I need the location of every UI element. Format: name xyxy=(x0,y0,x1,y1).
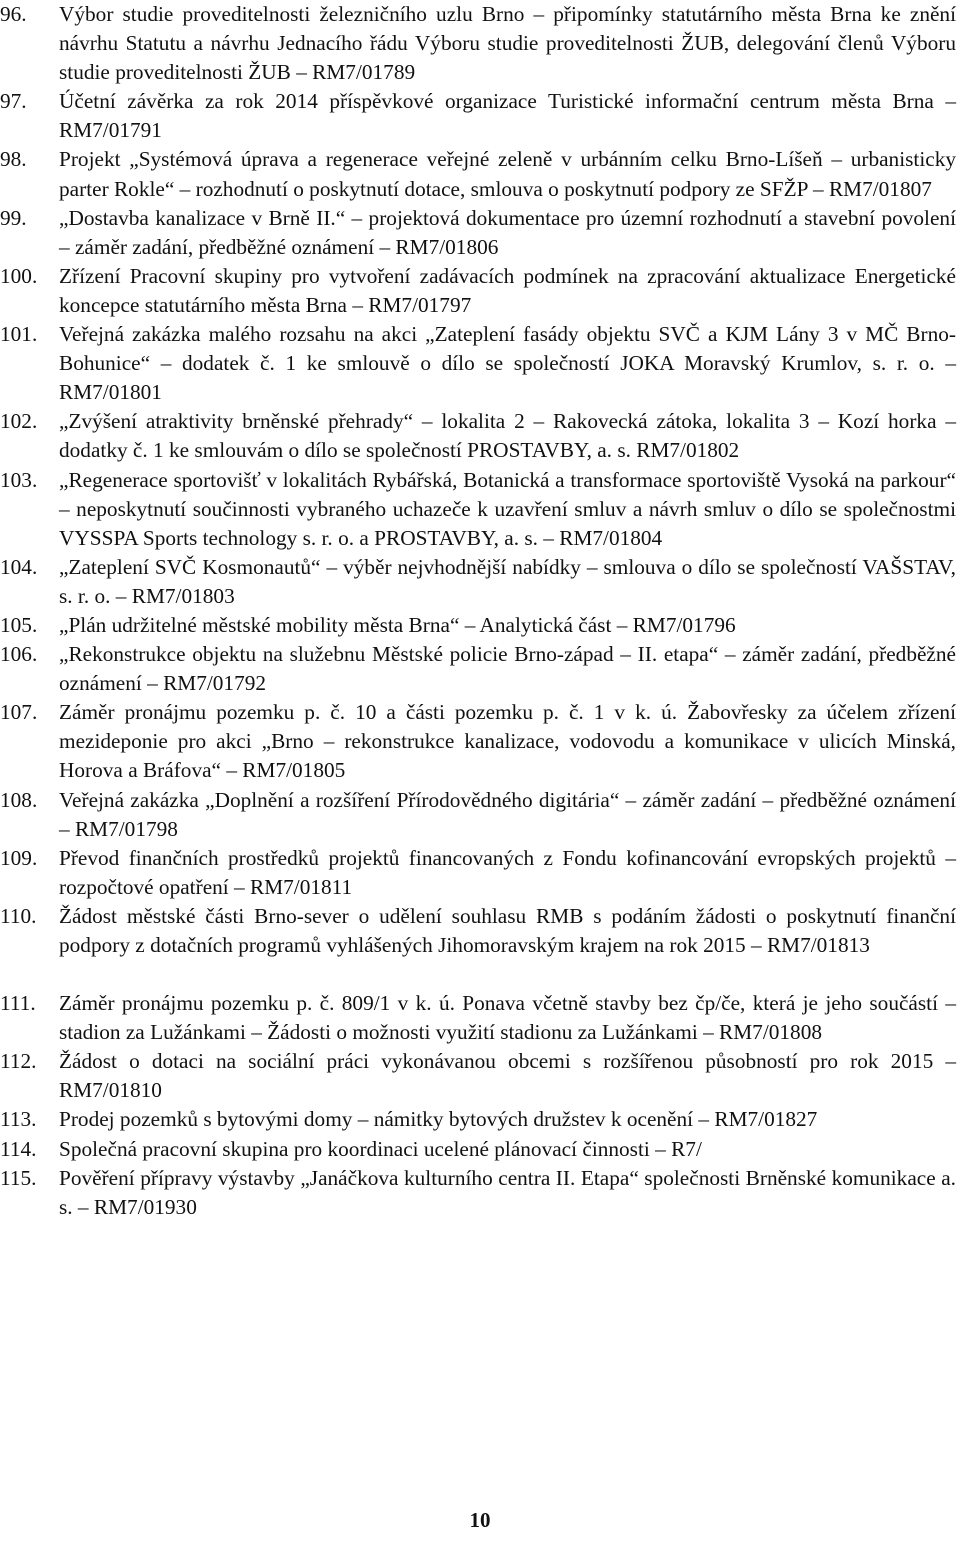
agenda-item-112 xyxy=(0,1047,956,1105)
item-text: Žádost městské části Brno-sever o udělení souhlasu RMB s podáním žádosti o poskytnutí finanční podpory z dotačních programů vyhlášených Jihomoravským krajem na rok 2015 – RM7/01813 xyxy=(59,903,956,957)
item-number: 97. xyxy=(0,89,27,114)
item-number: 110. xyxy=(0,903,37,928)
item-number: 114. xyxy=(0,1136,37,1161)
item-number: 113. xyxy=(0,1107,37,1132)
item-number: 105. xyxy=(0,612,38,637)
agenda-item-105 xyxy=(0,611,956,640)
item-number: 108. xyxy=(0,787,38,812)
agenda-item-111 xyxy=(0,989,956,1047)
item-number: 100. xyxy=(0,263,38,288)
item-text: Pověření přípravy výstavby „Janáčkova kulturního centra II. Etapa“ společnosti Brněnské komunikace a. s. – RM7/01930 xyxy=(59,1165,956,1219)
item-number: 98. xyxy=(0,147,27,172)
item-text: Prodej pozemků s bytovými domy – námitky bytových družstev k ocenění – RM7/01827 xyxy=(59,1107,818,1132)
item-text: Účetní závěrka za rok 2014 příspěvkové organizace Turistické informační centrum města Brna – RM7/01791 xyxy=(59,89,956,143)
item-text: Zřízení Pracovní skupiny pro vytvoření zadávacích podmínek na zpracování aktualizace Energetické koncepce statutárního města Brna – RM7/01797 xyxy=(59,263,956,317)
item-number: 106. xyxy=(0,642,38,667)
page-number: 10 xyxy=(469,1508,491,1532)
agenda-item-97 xyxy=(0,87,956,145)
agenda-item-107 xyxy=(0,698,956,785)
item-text: Společná pracovní skupina pro koordinaci ucelené plánovací činnosti – R7/ xyxy=(59,1136,702,1161)
item-text: „Zateplení SVČ Kosmonautů“ – výběr nejvhodnější nabídky – smlouva o dílo se společností VAŠSTAV, s. r. o. – RM7/01803 xyxy=(59,554,956,608)
item-text: „Zvýšení atraktivity brněnské přehrady“ – lokalita 2 – Rakovecká zátoka, lokalita 3 – Kozí horka – dodatky č. 1 ke smlouvám o dílo se společností PROSTAVBY, a. s. RM7/01802 xyxy=(59,409,956,463)
agenda-item-114 xyxy=(0,1135,956,1164)
item-text: Veřejná zakázka malého rozsahu na akci „Zateplení fasády objektu SVČ a KJM Lány 3 v MČ Brno-Bohunice“ – dodatek č. 1 ke smlouvě o dílo se společností JOKA Moravský Krumlov, s. r. o. – RM7/01801 xyxy=(59,322,956,405)
agenda-item-102 xyxy=(0,407,956,465)
item-number: 107. xyxy=(0,700,38,725)
agenda-item-113 xyxy=(0,1105,956,1134)
agenda-item-115 xyxy=(0,1164,956,1222)
item-text: „Dostavba kanalizace v Brně II.“ – projektová dokumentace pro územní rozhodnutí a stavební povolení – záměr zadání, předběžné oznámení – RM7/01806 xyxy=(59,205,956,259)
item-text: „Regenerace sportovišť v lokalitách Rybářská, Botanická a transformace sportoviště Vysoká na parkour“ – neposkytnutí součinnosti vybraného uchazeče k uzavření smluv a návrh smluv o dílo se společnostmi VYSSPA Sports technology s. r. o. a PROSTAVBY, a. s. – RM7/01804 xyxy=(59,467,956,550)
agenda-item-108 xyxy=(0,786,956,844)
agenda-item-98 xyxy=(0,145,956,203)
item-text: „Rekonstrukce objektu na služebnu Městské policie Brno-západ – II. etapa“ – záměr zadání, předběžné oznámení – RM7/01792 xyxy=(59,642,956,696)
item-text: Výbor studie proveditelnosti železničního uzlu Brno – připomínky statutárního města Brna ke znění návrhu Statutu a návrhu Jednacího řádu Výboru studie proveditelnosti ŽUB, delegování členů Výboru studie proveditelnosti ŽUB – RM7/01789 xyxy=(59,2,956,85)
item-number: 103. xyxy=(0,467,38,492)
item-text: „Plán udržitelné městské mobility města Brna“ – Analytická část – RM7/01796 xyxy=(59,612,736,637)
item-number: 101. xyxy=(0,322,38,347)
item-text: Projekt „Systémová úprava a regenerace veřejné zeleně v urbánním celku Brno-Líšeň – urbanisticky parter Rokle“ – rozhodnutí o poskytnutí dotace, smlouva o poskytnutí podpory ze SFŽP – RM7/01807 xyxy=(59,147,956,201)
item-text: Převod finančních prostředků projektů financovaných z Fondu kofinancování evropských projektů – rozpočtové opatření – RM7/01811 xyxy=(59,845,956,899)
agenda-item-96 xyxy=(0,0,956,87)
item-number: 112. xyxy=(0,1049,37,1074)
item-number: 96. xyxy=(0,2,27,26)
agenda-item-101 xyxy=(0,320,956,407)
agenda-item-103 xyxy=(0,466,956,553)
item-text: Záměr pronájmu pozemku p. č. 809/1 v k. ú. Ponava včetně stavby bez čp/če, která je jeho součástí – stadion za Lužánkami – Žádosti o možnosti využití stadionu za Lužánkami – RM7/01808 xyxy=(59,991,956,1045)
agenda-item-109 xyxy=(0,844,956,902)
item-text: Záměr pronájmu pozemku p. č. 10 a části pozemku p. č. 1 v k. ú. Žabovřesky za účelem zřízení mezideponie pro akci „Brno – rekonstrukce kanalizace, vodovodu a komunikace v ulicích Minská, Horova a Bráfova“ – RM7/01805 xyxy=(59,700,956,783)
item-number: 104. xyxy=(0,554,38,579)
item-text: Žádost o dotaci na sociální práci vykonávanou obcemi s rozšířenou působností pro rok 2015 – RM7/01810 xyxy=(59,1049,956,1103)
agenda-item-110 xyxy=(0,902,956,960)
agenda-item-106 xyxy=(0,640,956,698)
agenda-item-104 xyxy=(0,553,956,611)
item-number: 102. xyxy=(0,409,38,434)
item-number: 99. xyxy=(0,205,27,230)
item-number: 111. xyxy=(0,991,36,1016)
agenda-item-100 xyxy=(0,262,956,320)
item-number: 109. xyxy=(0,845,38,870)
item-number: 115. xyxy=(0,1165,37,1190)
agenda-item-99 xyxy=(0,204,956,262)
item-text: Veřejná zakázka „Doplnění a rozšíření Přírodovědného digitária“ – záměr zadání – předběžné oznámení – RM7/01798 xyxy=(59,787,956,841)
